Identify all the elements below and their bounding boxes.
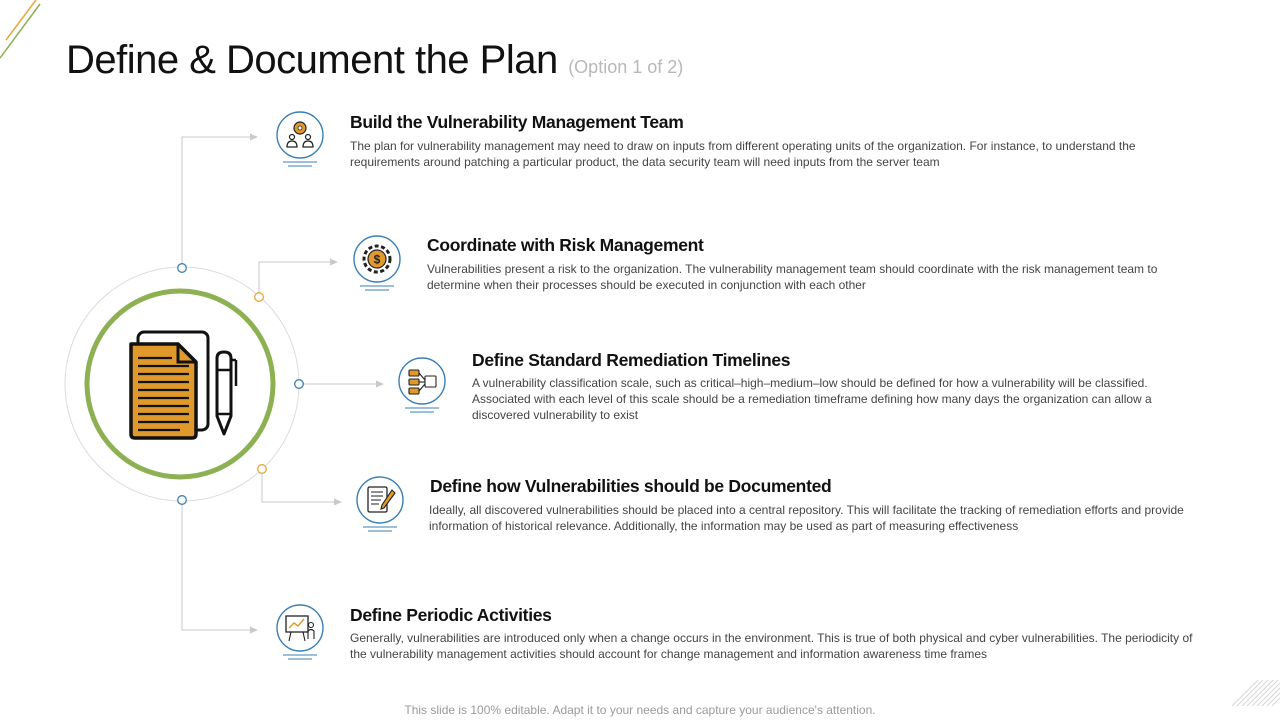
svg-text:$: $ [373, 252, 381, 267]
plan-item-description: A vulnerability classification scale, such as critical–high–medium–low should be defined for how a vulnerability will be classified. Associated with each level of this scale should be a remediation timeframe defining how many days the organization can allow a discovered vulnerability to exist [472, 376, 1152, 422]
plan-item-description: The plan for vulnerability management may need to draw on inputs from different operating units of the organization. For instance, to understand the requirements around patching a particular product, the data security team will need inputs from the server team [350, 139, 1136, 169]
footer-note: This slide is 100% editable. Adapt it to your needs and capture your audience's attention. [404, 703, 876, 717]
plan-item-description: Vulnerabilities present a risk to the organization. The vulnerability management team should coordinate with the risk management team to determine when their processes should be executed in conjunction with each other [427, 262, 1158, 292]
central-hub [82, 286, 278, 482]
workflow-chart-icon [397, 356, 447, 418]
team-gear-icon [275, 110, 325, 172]
plan-item-title: Define Standard Remediation Timelines [472, 350, 791, 370]
page-subtitle: (Option 1 of 2) [568, 57, 684, 77]
plan-item-title: Build the Vulnerability Management Team [350, 112, 684, 132]
document-pencil-icon [355, 475, 405, 537]
plan-item-description: Generally, vulnerabilities are introduced only when a change occurs in the environment. This is true of both physical and cyber vulnerabilities. The periodicity of the vulnerability management activities should account for change management and information awareness time frames [350, 631, 1193, 661]
hatch-decoration [1232, 680, 1280, 706]
presentation-board-icon [275, 603, 325, 665]
document-pen-icon [82, 286, 278, 482]
plan-item-description: Ideally, all discovered vulnerabilities should be placed into a central repository. This will facilitate the tracking of remediation efforts and provide information of historical relevance. Additionally, the information may be used as part of measuring effectiveness [429, 503, 1184, 533]
dollar-gear-icon [352, 234, 402, 296]
plan-item-title: Coordinate with Risk Management [427, 235, 704, 255]
plan-item-title: Define how Vulnerabilities should be Documented [430, 476, 832, 496]
page-title: Define & Document the Plan [66, 38, 558, 82]
plan-item-title: Define Periodic Activities [350, 605, 552, 625]
